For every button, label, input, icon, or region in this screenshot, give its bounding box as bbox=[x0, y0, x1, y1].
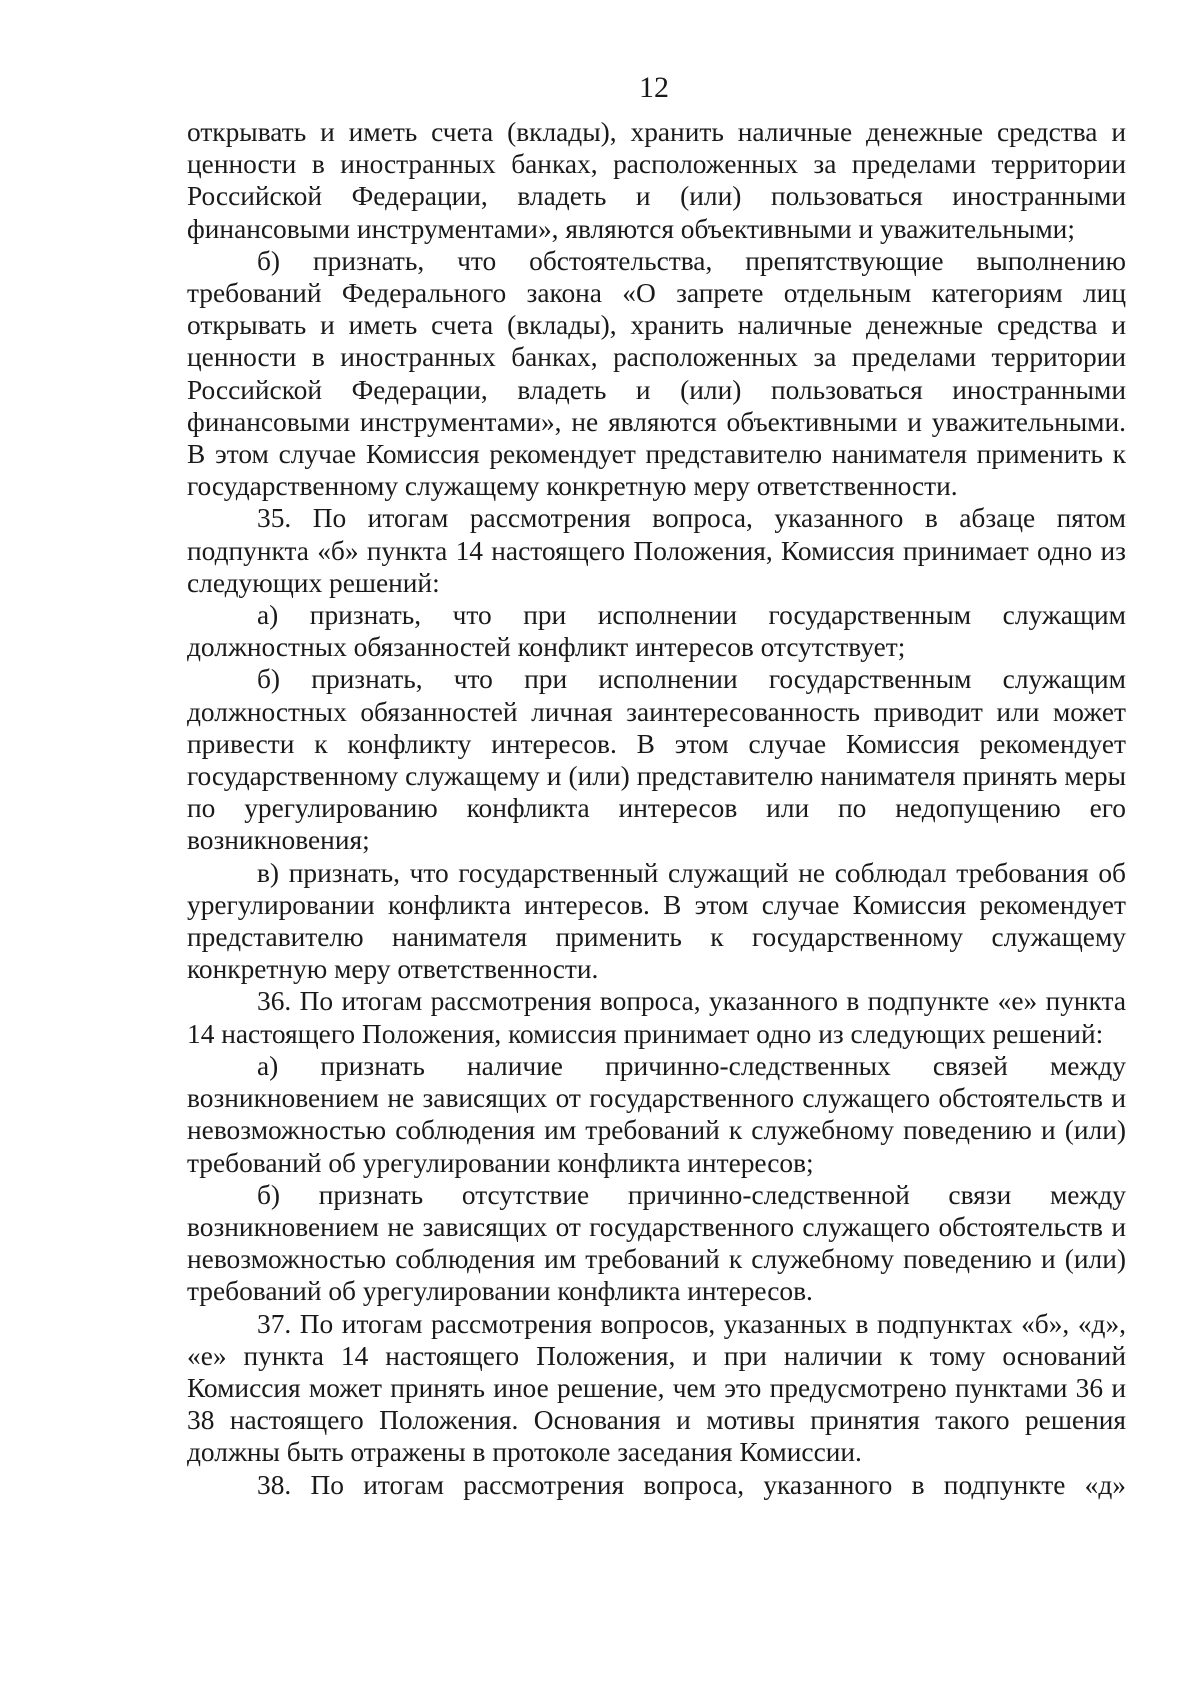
paragraph-37: 37. По итогам рассмотрения вопросов, указанных в подпунктах «б», «д», «е» пункта 14 настоящего Положения, и при наличии к тому оснований Комиссия может принять иное решение, чем это предусмотрено пунктами 36 и 38 настоящего Положения. Основания и мотивы принятия такого решения должны быть отражены в протоколе заседания Комиссии. bbox=[187, 1308, 1126, 1468]
paragraph-36b: б) признать отсутствие причинно-следственной связи между возникновением не зависящих от государственного служащего обстоятельств и невозможностью соблюдения им требований к служебному поведению и (или) требований об урегулировании конфликта интересов. bbox=[187, 1179, 1126, 1307]
paragraph-38: 38. По итогам рассмотрения вопроса, указанного в подпункте «д» bbox=[257, 1469, 1126, 1500]
paragraph-35: 35. По итогам рассмотрения вопроса, указанного в абзаце пятом подпункта «б» пункта 14 настоящего Положения, Комиссия принимает одно из следующих решений: bbox=[187, 503, 1126, 598]
paragraph-36: 36. По итогам рассмотрения вопроса, указанного в подпункте «е» пункта 14 настоящего Положения, комиссия принимает одно из следующих решений: bbox=[187, 986, 1126, 1049]
document-body bbox=[187, 116, 1126, 1501]
paragraph-36a: а) признать наличие причинно-следственных связей между возникновением не зависящих от государственного служащего обстоятельств и невозможностью соблюдения им требований к служебному поведению и (или) требований об урегулировании конфликта интересов; bbox=[187, 1050, 1126, 1178]
paragraph-continuation: открывать и иметь счета (вклады), хранить наличные денежные средства и ценности в иностранных банках, расположенных за пределами территории Российской Федерации, владеть и (или) пользоваться иностранными финансовыми инструментами», являются объективными и уважительными; bbox=[187, 117, 1126, 244]
page-number: 12 bbox=[639, 71, 669, 104]
paragraph-34b: б) признать, что обстоятельства, препятствующие выполнению требований Федерального закона «О запрете отдельным категориям лиц открывать и иметь счета (вклады), хранить наличные денежные средства и ценности в иностранных банках, расположенных за пределами территории Российской Федерации, владеть и (или) пользоваться иностранными финансовыми инструментами», не являются объективными и уважительными. В этом случае Комиссия рекомендует представителю нанимателя применить к государственному служащему конкретную меру ответственности. bbox=[187, 245, 1126, 502]
paragraph-35b: б) признать, что при исполнении государственным служащим должностных обязанностей личная заинтересованность приводит или может привести к конфликту интересов. В этом случае Комиссия рекомендует государственному служащему и (или) представителю нанимателя принять меры по урегулированию конфликта интересов или по недопущению его возникновения; bbox=[187, 664, 1126, 856]
paragraph-35a: а) признать, что при исполнении государственным служащим должностных обязанностей конфликт интересов отсутствует; bbox=[187, 600, 1126, 663]
paragraph-35v: в) признать, что государственный служащий не соблюдал требования об урегулировании конфликта интересов. В этом случае Комиссия рекомендует представителю нанимателя применить к государственному служащему конкретную меру ответственности. bbox=[187, 857, 1126, 985]
